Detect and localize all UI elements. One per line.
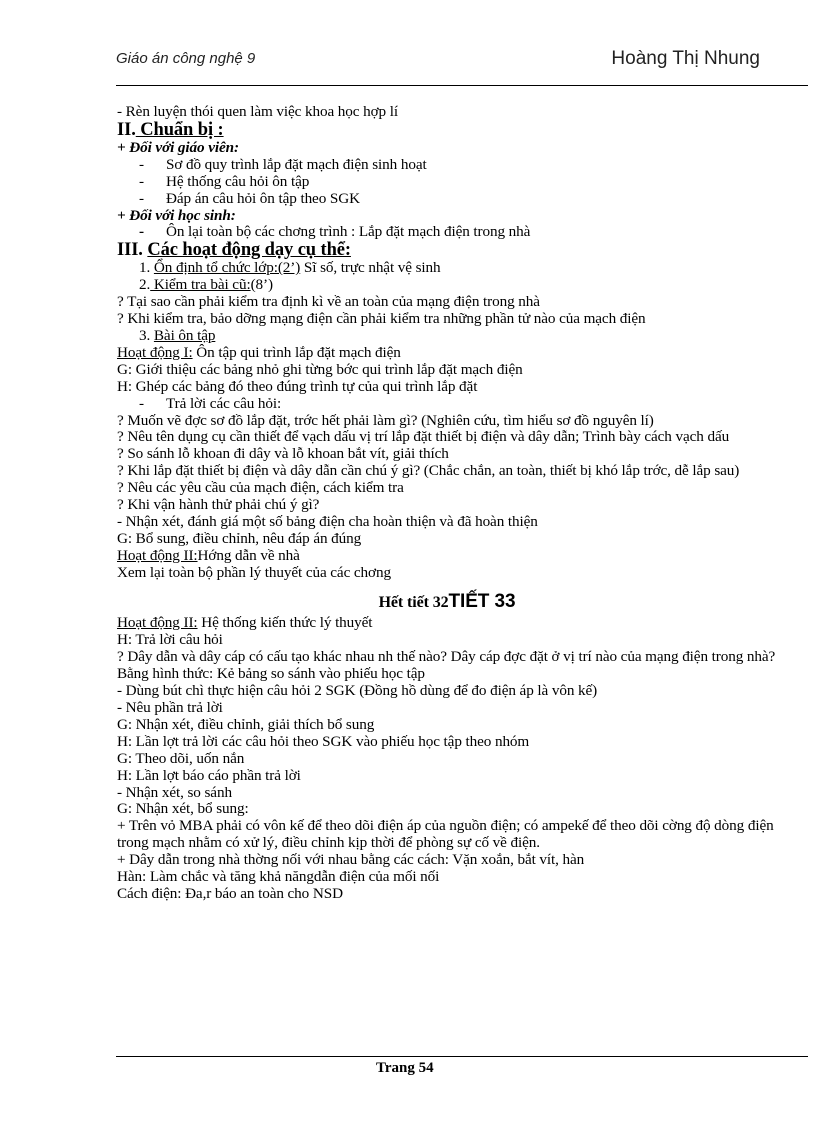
text-line: G: Theo dõi, uốn nắn <box>117 749 245 767</box>
question: ? Tại sao cần phải kiểm tra định kì về an toàn của mạng điện trong nhà <box>117 293 540 311</box>
section-title: Các hoạt động dạy cụ thể: <box>147 240 351 261</box>
subheading-student: + Đối với học sinh: <box>117 206 236 224</box>
numbered-item: 1. Ổn định tổ chức lớp:(2’) Sĩ số, trực nhật vệ sinh <box>139 259 441 277</box>
section-heading-2 <box>117 121 777 140</box>
page-number: 54 <box>418 1060 434 1076</box>
question: ? Nêu các yêu cầu của mạch điện, cách kiểm tra <box>117 479 404 497</box>
header-rule <box>116 85 808 86</box>
lesson-divider: Hết tiết 32TIẾT 33 <box>378 590 516 612</box>
page-footer <box>376 1060 434 1077</box>
footer-rule <box>116 1056 808 1057</box>
activity-heading: Hoạt động I: Ôn tập qui trình lắp đặt mạch điện <box>117 343 401 361</box>
question: ? Dây dẫn và dây cáp có cấu tạo khác nhau nh thế nào? Dây cáp đợc đặt ở vị trí nào của mạng điện trong nhà? <box>117 648 776 666</box>
text-line: - Rèn luyện thói quen làm việc khoa học hợp lí <box>117 103 398 120</box>
activity-heading: Hoạt động II:Hớng dẫn về nhà <box>117 546 300 564</box>
text-line: H: Lần lợt trả lời các câu hỏi theo SGK vào phiếu học tập theo nhóm <box>117 732 530 750</box>
section-heading-3 <box>117 241 777 260</box>
page-header <box>116 46 808 80</box>
list-item: - Trả lời các câu hỏi: <box>139 394 282 412</box>
activity-heading: Hoạt động II: Hệ thống kiến thức lý thuyết <box>117 614 373 632</box>
text-line: G: Giới thiệu các bảng nhỏ ghi từng bớc qui trình lắp đặt mạch điện <box>117 360 523 378</box>
question: ? Khi vận hành thử phải chú ý gì? <box>117 496 320 514</box>
header-author: Hoàng Thị Nhung <box>611 48 760 69</box>
text-line: Bằng hình thức: Kẻ bảng so sánh vào phiếu học tập <box>117 665 425 683</box>
question: ? Khi lắp đặt thiết bị điện và dây dẫn cần chú ý gì? (Chắc chắn, an toàn, thiết bị khó lắp trớc, dễ lắp sau) <box>117 462 740 480</box>
section-title: Chuẩn bị : <box>135 119 224 140</box>
question: ? So sánh lỗ khoan đi dây và lỗ khoan bắt vít, giải thích <box>117 445 449 463</box>
text-line: - Nêu phần trả lời <box>117 699 223 716</box>
section-number: II. <box>117 119 136 140</box>
footer-label: Trang <box>376 1060 415 1076</box>
subheading-teacher: + Đối với giáo viên: <box>117 138 239 156</box>
question: ? Muốn vẽ đợc sơ đồ lắp đặt, trớc hết phải làm gì? (Nghiên cứu, tìm hiểu sơ đồ nguyên lí) <box>117 411 654 429</box>
text-line: Xem lại toàn bộ phần lý thuyết của các chơng <box>117 563 391 581</box>
text-line: + Trên vỏ MBA phải có vôn kế để theo dõi điện áp của nguồn điện; có ampekế để theo dõi cờng độ dòng điện trong mạch nhằm có xử lý, điều chỉnh kịp thời để phòng sự cố về điện. <box>117 817 774 852</box>
text-line: G: Nhận xét, điều chỉnh, giải thích bổ sung <box>117 715 375 733</box>
text-line: H: Ghép các bảng đó theo đúng trình tự của qui trình lắp đặt <box>117 377 478 395</box>
text-line: + Dây dẫn trong nhà thờng nối với nhau bằng các cách: Vặn xoắn, bắt vít, hàn <box>117 851 585 869</box>
list-item: - Đáp án câu hỏi ôn tập theo SGK <box>139 189 360 207</box>
text-line: Hàn: Làm chắc và tăng khả năngdẫn điện của mối nối <box>117 868 440 886</box>
section-number: III. <box>117 240 143 261</box>
text-line: - Dùng bút chì thực hiện câu hỏi 2 SGK (Đồng hồ dùng để đo điện áp là vôn kế) <box>117 682 598 700</box>
text-line: H: Trả lời câu hỏi <box>117 631 223 649</box>
numbered-item: 2. Kiểm tra bài cũ:(8’) <box>139 276 273 294</box>
text-line: Cách điện: Đa,r báo an toàn cho NSD <box>117 884 343 902</box>
numbered-item: 3. Bài ôn tập <box>139 326 216 344</box>
list-item: - Sơ đồ quy trình lắp đặt mạch điện sinh hoạt <box>139 155 427 173</box>
header-subject: Giáo án công nghệ 9 <box>116 50 256 67</box>
text-line: G: Bổ sung, điều chỉnh, nêu đáp án đúng <box>117 529 362 547</box>
text-line: - Nhận xét, so sánh <box>117 783 232 801</box>
text-line: H: Lần lợt báo cáo phần trả lời <box>117 766 301 784</box>
text-line: G: Nhận xét, bổ sung: <box>117 800 249 818</box>
text-line: - Nhận xét, đánh giá một số bảng điện cha hoàn thiện và đã hoàn thiện <box>117 512 538 530</box>
document-body <box>117 104 777 903</box>
list-item: - Ôn lại toàn bộ các chơng trình : Lắp đặt mạch điện trong nhà <box>139 223 531 241</box>
question: ? Nêu tên dụng cụ cần thiết để vạch dấu vị trí lắp đặt thiết bị điện và dây dẫn; Trình bày cách vạch dấu <box>117 428 730 446</box>
question: ? Khi kiểm tra, bảo dỡng mạng điện cần phải kiểm tra những phần tử nào của mạch điện <box>117 310 646 328</box>
list-item: - Hệ thống câu hỏi ôn tập <box>139 172 310 190</box>
